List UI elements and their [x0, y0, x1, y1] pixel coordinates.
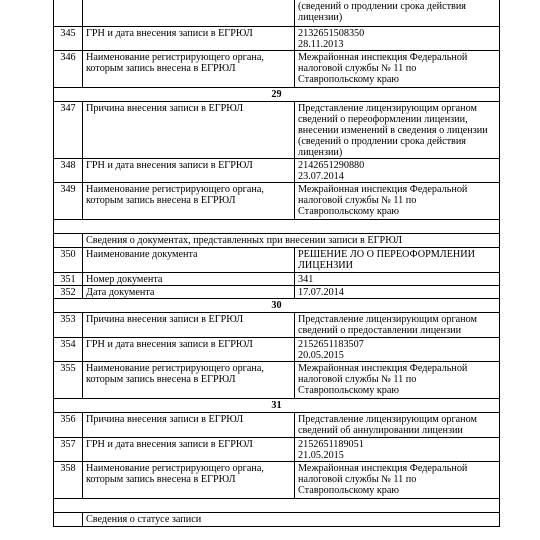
row-number: 350 — [54, 248, 83, 273]
record-row — [54, 183, 500, 220]
field-label: Наименование регистрирующего органа, которым запись внесена в ЕГРЮЛ — [83, 51, 295, 88]
subsection-header-row — [54, 234, 500, 248]
field-label: ГРН и дата внесения записи в ЕГРЮЛ — [83, 159, 295, 183]
record-row — [54, 248, 500, 273]
field-value: Межрайонная инспекция Федеральной налоговой службы № 11 по Ставропольскому краю — [295, 51, 500, 88]
row-number: 355 — [54, 362, 83, 399]
field-label: Дата документа — [83, 286, 295, 299]
row-number: 348 — [54, 159, 83, 183]
field-value: Межрайонная инспекция Федеральной налоговой службы № 11 по Ставропольскому краю — [295, 462, 500, 499]
field-label: Наименование регистрирующего органа, которым запись внесена в ЕГРЮЛ — [83, 183, 295, 220]
section-header-row — [54, 299, 500, 313]
row-number: 349 — [54, 183, 83, 220]
spacer-row — [54, 499, 500, 513]
field-value: Межрайонная инспекция Федеральной налоговой службы № 11 по Ставропольскому краю — [295, 183, 500, 220]
record-row — [54, 338, 500, 362]
empty-number-cell — [54, 513, 83, 527]
field-value: 2142651290880 23.07.2014 — [295, 159, 500, 183]
record-row — [54, 27, 500, 51]
row-number: 347 — [54, 102, 83, 159]
section-header-row — [54, 88, 500, 102]
field-value: Представление лицензирующим органом сведений об аннулировании лицензии — [295, 413, 500, 438]
record-row — [54, 51, 500, 88]
row-number: 357 — [54, 438, 83, 462]
row-number: 352 — [54, 286, 83, 299]
section-number: 29 — [54, 88, 500, 102]
row-number — [54, 0, 83, 27]
record-row — [54, 313, 500, 338]
field-label: Наименование документа — [83, 248, 295, 273]
field-value: (сведений о продлении срока действия лицензии) — [295, 0, 500, 27]
record-row — [54, 462, 500, 499]
spacer-cell — [54, 220, 500, 234]
row-number: 356 — [54, 413, 83, 438]
field-value: Представление лицензирующим органом сведений о переоформлении лицензии, внесении изменений в сведения о лицензии (сведений о продлении срока действия лицензии) — [295, 102, 500, 159]
record-row — [54, 0, 500, 27]
row-number: 358 — [54, 462, 83, 499]
field-label: Наименование регистрирующего органа, которым запись внесена в ЕГРЮЛ — [83, 362, 295, 399]
field-value: 2152651189051 21.05.2015 — [295, 438, 500, 462]
field-label: Причина внесения записи в ЕГРЮЛ — [83, 313, 295, 338]
field-value: РЕШЕНИЕ ЛО О ПЕРЕОФОРМЛЕНИИ ЛИЦЕНЗИИ — [295, 248, 500, 273]
field-label: ГРН и дата внесения записи в ЕГРЮЛ — [83, 338, 295, 362]
row-number: 353 — [54, 313, 83, 338]
record-row — [54, 273, 500, 286]
subsection-title: Сведения о статусе записи — [83, 513, 500, 527]
field-label: ГРН и дата внесения записи в ЕГРЮЛ — [83, 438, 295, 462]
field-value: Межрайонная инспекция Федеральной налоговой службы № 11 по Ставропольскому краю — [295, 362, 500, 399]
field-label: Причина внесения записи в ЕГРЮЛ — [83, 102, 295, 159]
field-value: 17.07.2014 — [295, 286, 500, 299]
field-label: Номер документа — [83, 273, 295, 286]
subsection-title: Сведения о документах, представленных при внесении записи в ЕГРЮЛ — [83, 234, 500, 248]
field-label: Причина внесения записи в ЕГРЮЛ — [83, 413, 295, 438]
section-header-row — [54, 399, 500, 413]
subsection-header-row — [54, 513, 500, 527]
field-label — [83, 0, 295, 27]
spacer-cell — [54, 499, 500, 513]
row-number: 354 — [54, 338, 83, 362]
row-number: 351 — [54, 273, 83, 286]
empty-number-cell — [54, 234, 83, 248]
row-number: 346 — [54, 51, 83, 88]
field-value: Представление лицензирующим органом сведений о предоставлении лицензии — [295, 313, 500, 338]
section-number: 31 — [54, 399, 500, 413]
field-label: Наименование регистрирующего органа, которым запись внесена в ЕГРЮЛ — [83, 462, 295, 499]
field-value: 2132651508350 28.11.2013 — [295, 27, 500, 51]
record-row — [54, 413, 500, 438]
field-label: ГРН и дата внесения записи в ЕГРЮЛ — [83, 27, 295, 51]
record-row — [54, 286, 500, 299]
record-row — [54, 159, 500, 183]
egrul-records-table — [53, 0, 500, 527]
section-number: 30 — [54, 299, 500, 313]
field-value: 341 — [295, 273, 500, 286]
record-row — [54, 102, 500, 159]
record-row — [54, 362, 500, 399]
spacer-row — [54, 220, 500, 234]
row-number: 345 — [54, 27, 83, 51]
field-value: 2152651183507 20.05.2015 — [295, 338, 500, 362]
record-row — [54, 438, 500, 462]
